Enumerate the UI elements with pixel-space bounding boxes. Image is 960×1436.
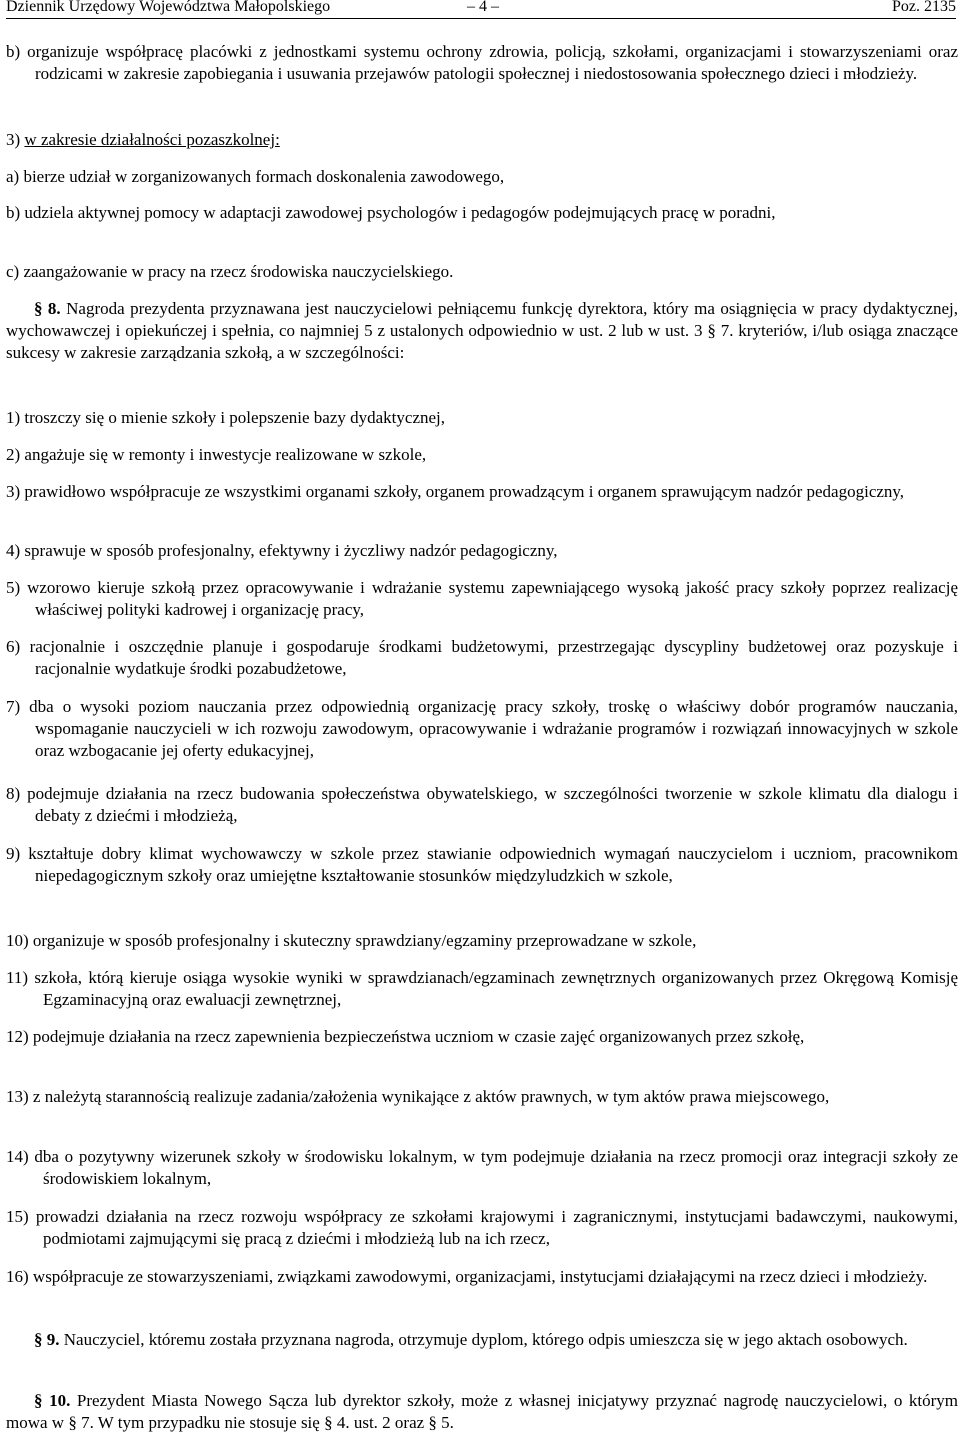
page-header <box>6 0 956 19</box>
paragraph-8 <box>6 298 958 364</box>
item-3-number: 3) <box>6 130 25 149</box>
subpoint-c-engagement: c) zaangażowanie w pracy na rzecz środowiska nauczycielskiego. <box>6 262 454 281</box>
paragraph-8-text: Nagroda prezydenta przyznawana jest nauczycielowi pełniącemu funkcję dyrektora, który ma osiągnięcia w pracy dydaktycznej, wychowawczej i opiekuńczej i spełnia, co najmniej 5 z ustalonych odpowiednio w ust. 2 lub w ust. 3 § 7. kryteriów, i/lub osiąga znaczące sukcesy w zakresie zarządzania szkołą, a w szczególności: <box>6 299 959 362</box>
position-number: Poz. 2135 <box>892 0 956 15</box>
list-item: 12) podejmuje działania na rzecz zapewnienia bezpieczeństwa uczniom w czasie zajęć organizowanych przez szkołę, <box>6 1027 805 1046</box>
list-item: 5) wzorowo kieruje szkołą przez opracowywanie i wdrażanie systemu zapewniającego wysoką jakość pracy szkoły poprzez realizację właściwej polityki kadrowej i organizację pracy, <box>6 578 958 619</box>
paragraph-9-text: Nauczyciel, któremu została przyznana nagroda, otrzymuje dyplom, którego odpis umieszcza się w jego aktach osobowych. <box>59 1330 908 1349</box>
list-item: 2) angażuje się w remonty i inwestycje realizowane w szkole, <box>6 445 427 464</box>
list-item: 9) kształtuje dobry klimat wychowawczy w szkole przez stawianie odpowiednich wymagań nauczycielom i uczniom, pracownikom niepedagogicznym szkoły oraz umiejętne kształtowanie stosunków międzyludzkich w szkole, <box>6 844 958 885</box>
paragraph-9 <box>6 1329 958 1351</box>
paragraph-9-mark: § 9. <box>34 1330 60 1349</box>
subpoint-a-training: a) bierze udział w zorganizowanych formach doskonalenia zawodowego, <box>6 167 505 186</box>
list-item: 14) dba o pozytywny wizerunek szkoły w środowisku lokalnym, w tym podejmuje działania na rzecz promocji oraz integracji szkoły ze środowiskiem lokalnym, <box>6 1147 958 1188</box>
list-item: 3) prawidłowo współpracuje ze wszystkimi organami szkoły, organem prowadzącym i organem sprawującym nadzór pedagogiczny, <box>6 482 905 501</box>
list-item: 1) troszczy się o mienie szkoły i polepszenie bazy dydaktycznej, <box>6 408 446 427</box>
paragraph-10-text: Prezydent Miasta Nowego Sącza lub dyrektor szkoły, może z własnej inicjatywy przyznać nagrodę nauczycielowi, o którym mowa w § 7. W tym przypadku nie stosuje się § 4. ust. 2 oraz § 5. <box>6 1391 959 1432</box>
journal-title: Dziennik Urzędowy Województwa Małopolskiego <box>6 0 331 15</box>
list-item: 4) sprawuje w sposób profesjonalny, efektywny i życzliwy nadzór pedagogiczny, <box>6 541 558 560</box>
list-item: 10) organizuje w sposób profesjonalny i skuteczny sprawdziany/egzaminy przeprowadzane w szkole, <box>6 931 697 950</box>
list-item: 15) prowadzi działania na rzecz rozwoju współpracy ze szkołami krajowymi i zagranicznymi, instytucjami badawczymi, naukowymi, podmiotami zajmującymi się pracą z dziećmi i młodzieżą lub na ich rzecz, <box>6 1207 958 1248</box>
paragraph-10-mark: § 10. <box>34 1391 71 1410</box>
list-item: 11) szkoła, którą kieruje osiąga wysokie wyniki w sprawdzianach/egzaminach zewnętrznych organizowanych przez Okręgową Komisję Egzaminacyjną oraz ewaluacji zewnętrznej, <box>6 968 958 1009</box>
list-item: 13) z należytą starannością realizuje zadania/założenia wynikające z aktów prawnych, w tym aktów prawa miejscowego, <box>6 1087 830 1106</box>
item-3-heading <box>6 129 958 151</box>
subpoint-b-assistance: b) udziela aktywnej pomocy w adaptacji zawodowej psychologów i pedagogów podejmujących pracę w poradni, <box>6 203 776 222</box>
list-item: 8) podejmuje działania na rzecz budowania społeczeństwa obywatelskiego, w szczególności tworzenie w szkole klimatu dla dialogu i debaty z dziećmi i młodzieżą, <box>6 784 958 825</box>
paragraph-8-mark: § 8. <box>34 299 61 318</box>
subpoint-b-cooperation: b) organizuje współpracę placówki z jednostkami systemu ochrony zdrowia, policją, szkołami, organizacjami i stowarzyszeniami oraz rodzicami w zakresie zapobiegania i usuwania przejawów patologii społecznej i niedostosowania społecznego dzieci i młodzieży. <box>6 42 958 83</box>
item-3-title: w zakresie działalności pozaszkolnej: <box>24 130 280 149</box>
list-item: 16) współpracuje ze stowarzyszeniami, związkami zawodowymi, organizacjami, instytucjami działającymi na rzecz dzieci i młodzieży. <box>6 1267 928 1286</box>
paragraph-10 <box>6 1390 958 1434</box>
list-item: 7) dba o wysoki poziom nauczania przez odpowiednią organizację pracy szkoły, troskę o właściwy dobór programów nauczania, wspomaganie nauczycieli w ich rozwoju zawodowym, opracowywanie i wdrażanie programów i rozwiązań innowacyjnych w szkole oraz wzbogacanie jej oferty edukacyjnej, <box>6 697 958 760</box>
list-item: 6) racjonalnie i oszczędnie planuje i gospodaruje środkami budżetowymi, przestrzegając dyscypliny budżetowej oraz pozyskuje i racjonalnie wydatkuje środki pozabudżetowe, <box>6 637 958 678</box>
page-number: – 4 – <box>467 0 499 15</box>
